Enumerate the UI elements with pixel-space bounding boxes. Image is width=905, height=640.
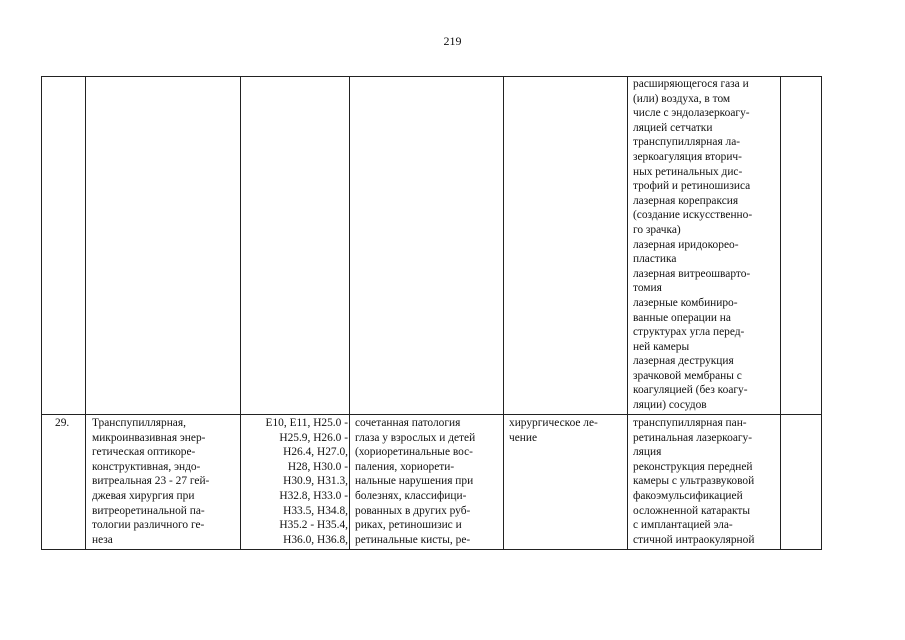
row-separator [41, 414, 822, 415]
column-border-1 [85, 76, 86, 550]
column-border-5 [627, 76, 628, 550]
column-border-right [821, 76, 822, 550]
column-border-4 [503, 76, 504, 550]
treatment-methods-cell: транспупиллярная пан- ретинальная лазеркоагу- ляция реконструкция передней камеры с ультразвуковой факоэмульсификацией осложненной катаракты с имплантацией эла- стичной интраокулярной [633, 417, 755, 546]
column-border-left [41, 76, 42, 550]
icd-codes-cell: E10, E11, H25.0 - H25.9, H26.0 - H26.4, H27.0, H28, H30.0 - H30.9, H31.3, H32.8, H33.0 - H33.5, H34.8, H35.2 - H35.4, H36.0, H36.8, [265, 417, 348, 546]
patient-model-cell: сочетанная патология глаза у взрослых и детей (хориоретинальные вос- паления, хориорети- нальные нарушения при болезнях, классифици- рованных в других руб- риках, ретиношизис и ретинальные кисты, ре- [355, 417, 476, 546]
procedure-name-cell: Транспупиллярная, микроинвазивная энер- гетическая оптикоре- конструктивная, эндо- витреальная 23 - 27 гей- джевая хирургия при витреоретинальной па- тологии различного ге- неза [92, 417, 210, 546]
row-number-cell: 29. [55, 417, 70, 429]
table-bottom-border [41, 549, 822, 550]
column-border-2 [240, 76, 241, 550]
column-border-3 [349, 76, 350, 550]
column-border-6 [780, 76, 781, 550]
page-number: 219 [443, 34, 462, 48]
continued-methods-cell: расширяющегося газа и (или) воздуха, в том числе с эндолазеркоагу- ляцией сетчатки транспупиллярная ла- зеркоагуляция вторич- ных ретинальных дис- трофий и ретиношизиса лазерная корепраксия (создание искусственно- го зрачка) лазерная иридокорео- пластика лазерная витреошварто- томия лазерные комбиниро- ванные операции на структурах угла перед- ней камеры лазерная деструкция зрачковой мембраны с коагуляцией (без коагу- ляции) сосудов [633, 78, 753, 412]
treatment-type-cell: хирургическое ле- чение [509, 417, 598, 444]
